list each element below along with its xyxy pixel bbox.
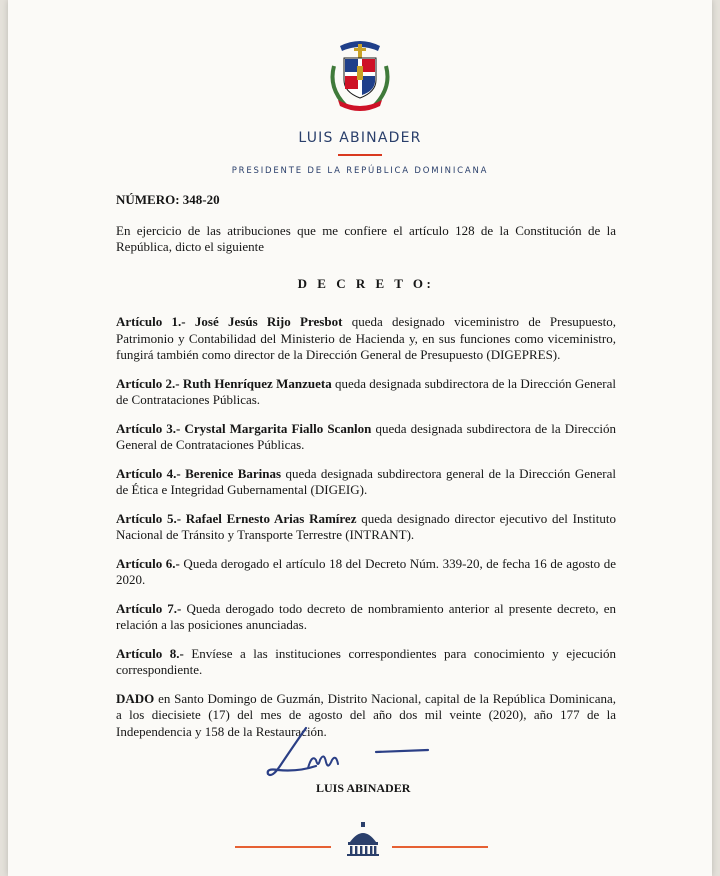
- footer: [8, 820, 712, 860]
- handwritten-signature: [258, 724, 438, 784]
- article-text: Queda derogado el artículo 18 del Decreto Núm. 339-20, de fecha 16 de agosto de 2020.: [116, 555, 616, 587]
- article-label: Artículo 3.- Crystal Margarita Fiallo Scanlon: [116, 420, 372, 436]
- article-label: Artículo 8.-: [116, 645, 184, 661]
- article-text: queda designado director ejecutivo del Instituto Nacional de Tránsito y Transporte Terrestre (INTRANT).: [116, 510, 617, 542]
- article-7: [116, 601, 616, 634]
- article-text: queda designada subdirectora de la Dirección General de Contrataciones Públicas.: [116, 420, 616, 452]
- document-page: [8, 0, 712, 876]
- article-4: [116, 466, 616, 499]
- article-5: [116, 511, 616, 544]
- president-name: LUIS ABINADER: [298, 130, 422, 146]
- decree-intro: En ejercicio de las atribuciones que me confiere el artículo 128 de la Constitución de la República, dicto el siguiente: [116, 222, 616, 254]
- footer-rule-left: [235, 846, 331, 848]
- signer-name: LUIS ABINADER: [316, 781, 411, 795]
- decree-number: NÚMERO: 348-20: [116, 192, 220, 207]
- header-divider: [338, 154, 382, 156]
- footer-rule-right: [392, 846, 488, 848]
- article-8: [116, 646, 616, 679]
- president-title: PRESIDENTE DE LA REPÚBLICA DOMINICANA: [231, 166, 489, 176]
- article-label: Artículo 6.-: [116, 555, 180, 571]
- dado-text: en Santo Domingo de Guzmán, Distrito Nacional, capital de la República Dominicana, a los diecisiete (17) del mes de agosto del año dos mil veinte (2020), año 177 de la Independencia y 158 de la Restauración.: [116, 690, 616, 739]
- palace-dome-icon: [344, 822, 382, 856]
- article-label: Artículo 1.- José Jesús Rijo Presbot: [116, 314, 343, 329]
- article-text: queda designado viceministro de Presupuesto, Patrimonio y Contabilidad del Ministerio de Hacienda y, en sus funciones como viceministro, fungirá también como director de la Dirección General de Presupuesto (DIGEPRES).: [116, 314, 616, 362]
- decree-body: [116, 192, 616, 753]
- decree-heading: D E C R E T O:: [297, 275, 435, 291]
- article-text: Queda derogado todo decreto de nombramiento anterior al presente decreto, en relación a las posiciones anunciadas.: [116, 600, 616, 632]
- article-1: [116, 314, 616, 364]
- coat-of-arms-icon: [324, 36, 396, 114]
- article-6: [116, 556, 616, 589]
- article-label: Artículo 4.- Berenice Barinas: [116, 465, 282, 481]
- article-text: queda designada subdirectora general de la Dirección General de Ética e Integridad Gubernamental (DIGEIG).: [116, 465, 616, 497]
- article-text: queda designada subdirectora de la Dirección General de Contrataciones Públicas.: [116, 375, 616, 407]
- article-label: Artículo 5.- Rafael Ernesto Arias Ramírez: [116, 510, 357, 526]
- article-label: Artículo 7.-: [116, 600, 182, 616]
- article-label: Artículo 2.- Ruth Henríquez Manzueta: [116, 375, 332, 391]
- letterhead: [8, 36, 712, 176]
- article-3: [116, 421, 616, 454]
- article-2: [116, 376, 616, 409]
- dado-label: DADO: [116, 690, 155, 706]
- article-text: Envíese a las instituciones correspondientes para conocimiento y ejecución correspondiente.: [116, 645, 617, 677]
